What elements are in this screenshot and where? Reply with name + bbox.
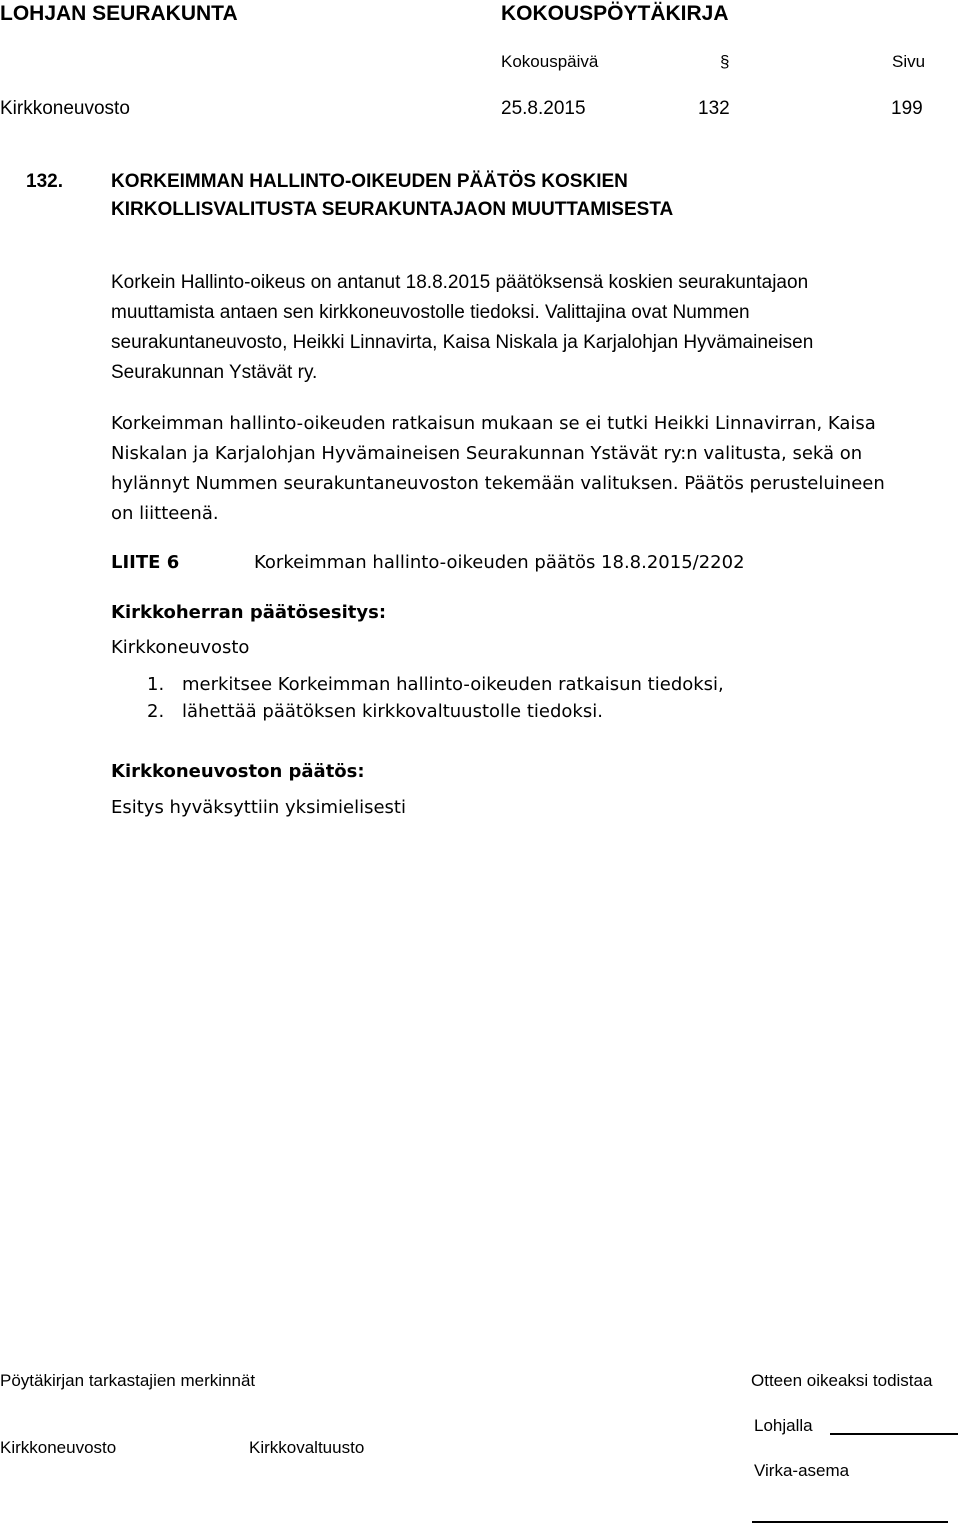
item-title-line-2: KIRKOLLISVALITUSTA SEURAKUNTAJAON MUUTTAMISESTA — [111, 199, 674, 220]
meeting-body: Kirkkoneuvosto — [0, 98, 130, 119]
certify-label: Otteen oikeaksi todistaa — [751, 1371, 933, 1390]
inspectors-label: Pöytäkirjan tarkastajien merkinnät — [0, 1371, 256, 1390]
item-number: 132. — [26, 171, 63, 192]
attachment-label: LIITE 6 — [111, 552, 180, 573]
proposal-item-number: 2. — [147, 701, 165, 722]
place-signature-line — [830, 1433, 958, 1435]
footer-kirkkoneuvosto: Kirkkoneuvosto — [0, 1438, 117, 1457]
decision-heading: Kirkkoneuvoston päätös: — [111, 761, 365, 782]
proposal-item-text: lähettää päätöksen kirkkovaltuustolle tiedoksi. — [182, 701, 603, 722]
section-label: § — [720, 52, 730, 71]
item-title-line-1: KORKEIMMAN HALLINTO-OIKEUDEN PÄÄTÖS KOSKIEN — [111, 171, 628, 192]
position-label: Virka-asema — [754, 1461, 850, 1480]
footer-kirkkovaltuusto: Kirkkovaltuusto — [249, 1438, 365, 1457]
meeting-date: 25.8.2015 — [501, 98, 586, 119]
organization-name: LOHJAN SEURAKUNTA — [0, 2, 238, 25]
proposal-item-text: merkitsee Korkeimman hallinto-oikeuden ratkaisun tiedoksi, — [182, 674, 724, 695]
place-label: Lohjalla — [754, 1416, 813, 1435]
page-number: 199 — [891, 98, 923, 119]
section-number: 132 — [698, 98, 730, 119]
paragraph-ruling: Korkeimman hallinto-oikeuden ratkaisun mukaan se ei tutki Heikki Linnavirran, Kaisa Niskalan ja Karjalohjan Hyvämaineisen Seurakunnan Ystävät ry:n valitusta, sekä on hylännyt Nummen seurakuntaneuvoston tekemään valituksen. Päätös perusteluineen on liitteenä. — [111, 413, 885, 524]
meeting-date-label: Kokouspäivä — [501, 52, 599, 71]
decision-text: Esitys hyväksyttiin yksimielisesti — [111, 797, 406, 818]
position-signature-line — [752, 1521, 948, 1523]
proposal-heading: Kirkkoherran päätösesitys: — [111, 602, 387, 623]
proposal-item-number: 1. — [147, 674, 165, 695]
proposal-intro: Kirkkoneuvosto — [111, 637, 250, 658]
paragraph-background: Korkein Hallinto-oikeus on antanut 18.8.2015 päätöksensä koskien seurakuntajaon muuttamista antaen sen kirkkoneuvostolle tiedoksi. Valittajina ovat Nummen seurakuntaneuvosto, Heikki Linnavirta, Kaisa Niskala ja Karjalohjan Hyvämaineisen Seurakunnan Ystävät ry. — [111, 272, 814, 383]
attachment-title: Korkeimman hallinto-oikeuden päätös 18.8.2015/2202 — [254, 552, 745, 573]
page-label: Sivu — [892, 52, 926, 71]
document-type: KOKOUSPÖYTÄKIRJA — [501, 2, 729, 25]
